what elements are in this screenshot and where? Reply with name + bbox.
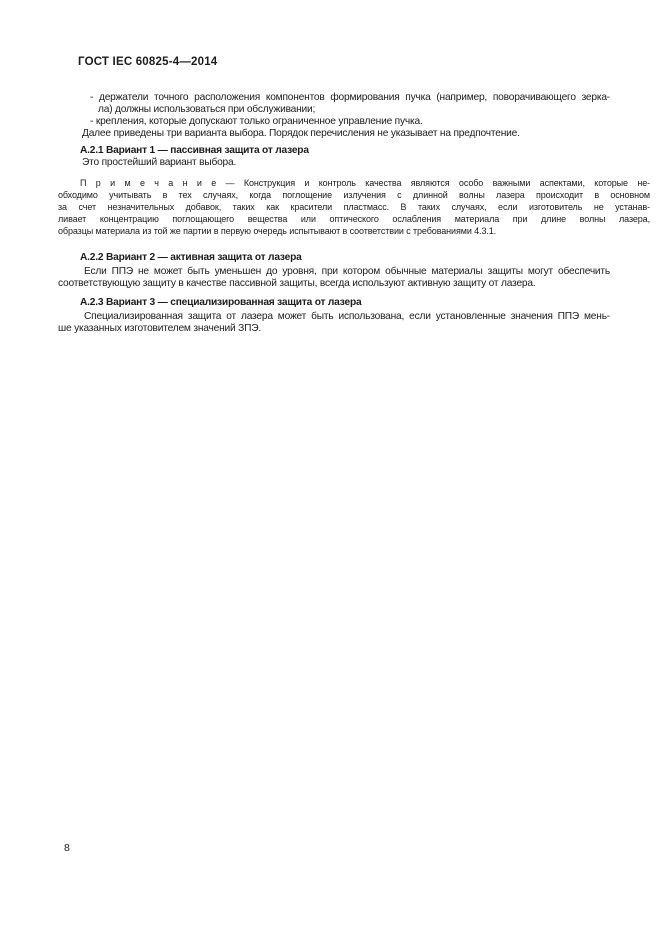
- section-heading-a23: А.2.3 Вариант 3 — специализированная защита от лазера: [80, 297, 362, 308]
- note-line: обходимо учитывать в тех случаях, когда поглощение излучения с длинной волны лазера происходит в основном: [58, 190, 650, 200]
- section-heading-a22: А.2.2 Вариант 2 — активная защита от лазера: [80, 252, 302, 263]
- bullet-item-line: - крепления, которые допускают только ограниченное управление пучка.: [90, 116, 423, 127]
- paragraph-line: ше указанных изготовителем значений ЗПЭ.: [58, 323, 261, 334]
- bullet-item-line: - держатели точного расположения компонентов формирования пучка (например, поворачивающего зерка-: [90, 92, 610, 103]
- note-line: П р и м е ч а н и е — Конструкция и контроль качества являются особо важными аспектами, которые не-: [80, 178, 650, 188]
- paragraph-line: Это простейший вариант выбора.: [82, 157, 237, 168]
- page-number: 8: [64, 842, 70, 854]
- bullet-item-line: ла) должны использоваться при обслуживании;: [98, 104, 316, 115]
- section-heading-a21: А.2.1 Вариант 1 — пассивная защита от лазера: [80, 145, 309, 156]
- document-body: [58, 92, 650, 335]
- paragraph-line: Если ППЭ не может быть уменьшен до уровня, при котором обычные материалы защиты могут обеспечить: [84, 266, 610, 277]
- note-line: ливает концентрацию поглощающего вещества или оптического ослабления материала при длине волны лазера,: [58, 214, 650, 224]
- running-header: ГОСТ IEC 60825-4—2014: [78, 56, 218, 68]
- paragraph-line: соответствующую защиту в качестве пассивной защиты, всегда используют активную защиту от лазера.: [58, 278, 536, 289]
- paragraph-line: Специализированная защита от лазера может быть использована, если установленные значения ППЭ мень-: [84, 311, 610, 322]
- note-line: образцы материала из той же партии в первую очередь испытывают в соответствии с требованиями 4.3.1.: [58, 226, 497, 236]
- note-line: за счет незначительных добавок, таких как красители пластмасс. В таких случаях, если изготовитель не устанав-: [58, 202, 650, 212]
- note-paragraph: [58, 177, 650, 237]
- intro-paragraph: Далее приведены три варианта выбора. Порядок перечисления не указывает на предпочтение.: [82, 128, 520, 139]
